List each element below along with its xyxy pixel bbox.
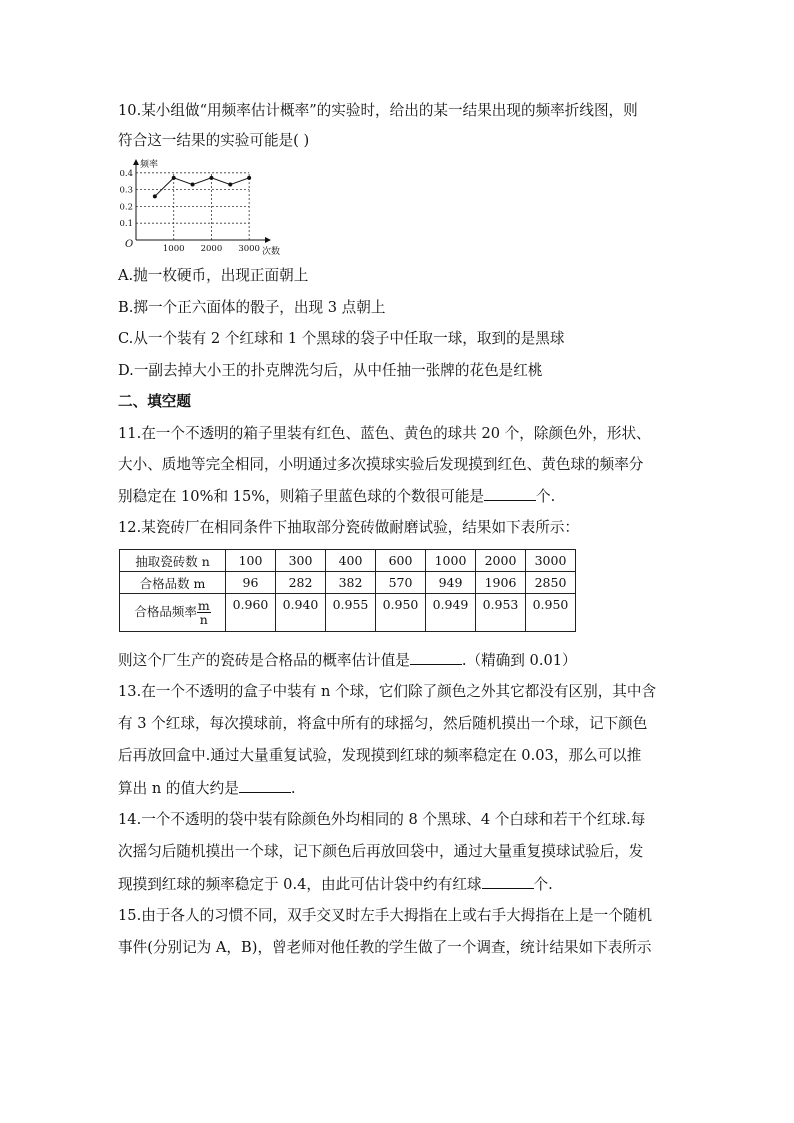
data-point [153,194,157,198]
answer-blank [239,778,291,793]
q11-line1: 11.在一个不透明的箱子里装有红色、蓝色、黄色的球共 20 个，除颜色外，形状、 [118,425,651,442]
option-c: C.从一个装有 2 个红球和 1 个黑球的袋子中任取一球，取到的是黑球 [118,330,565,347]
section-heading: 二、填空题 [118,393,191,410]
table-cell: 282 [276,572,326,594]
y-tick-label: 0.1 [119,219,133,230]
q14-line3-text: 现摸到红球的频率稳定于 0.4，由此可估计袋中约有红球 [118,876,482,893]
tile-test-table [119,549,576,632]
table-row [120,550,576,572]
fraction-m-over-n [197,599,211,626]
q14-line2: 次摇匀后随机摸出一个球，记下颜色后再放回袋中，通过大量重复摸球试验后，发 [118,843,644,860]
data-point [228,183,232,187]
fraction-numerator: m [197,598,210,613]
data-point [209,176,213,180]
y-tick-label: 0.4 [119,168,133,179]
frequency-label: 合格品频率 [134,604,197,619]
q10-line1: 10.某小组做“用频率估计概率”的实验时，给出的某一结果出现的频率折线图，则 [118,102,638,119]
y-axis-arrow [133,159,139,165]
table-cell: 0.955 [326,594,376,632]
table-cell: 300 [276,550,326,572]
y-tick-label: 0.2 [119,202,133,213]
x-axis-arrow [265,237,271,243]
table-row [120,594,576,632]
table-cell: 0.950 [526,594,576,632]
data-point [191,183,195,187]
q11-line3-tail: 个. [536,488,556,505]
table-cell: 2850 [526,572,576,594]
q13-line4 [118,778,295,799]
row-label-frequency [120,594,226,632]
table-cell: 0.950 [376,594,426,632]
q12-line1: 12.某瓷砖厂在相同条件下抽取部分瓷砖做耐磨试验，结果如下表所示： [118,519,580,536]
q12-after-text: 则这个厂生产的瓷砖是合格品的概率估计值是 [118,652,410,669]
option-d: D.一副去掉大小王的扑克牌洗匀后，从中任抽一张牌的花色是红桃 [118,362,543,379]
row-label-m: 合格品数 m [120,572,226,594]
table-cell: 382 [326,572,376,594]
x-tick-label: 1000 [162,244,185,254]
table-cell: 0.953 [476,594,526,632]
x-axis-label: 次数 [262,247,281,257]
answer-blank [410,650,462,665]
data-point [172,176,176,180]
x-tick-label: 2000 [200,244,223,254]
frequency-series-line [155,178,249,196]
table-cell: 0.949 [426,594,476,632]
q12-after-tail: .（精确到 0.01） [461,652,577,669]
q12-after [118,650,577,671]
table-cell: 949 [426,572,476,594]
option-b: B.掷一个正六面体的骰子，出现 3 点朝上 [118,299,386,316]
table-cell: 2000 [476,550,526,572]
table-cell: 0.960 [226,594,276,632]
x-tick-label: 3000 [238,244,260,254]
table-cell: 570 [376,572,426,594]
q15-line2: 事件(分别记为 A，B)，曾老师对他任教的学生做了一个调查，统计结果如下表所示 [118,939,652,956]
table-cell: 400 [326,550,376,572]
table-cell: 96 [226,572,276,594]
y-tick-label: 0.3 [119,185,133,196]
q13-line2: 有 3 个红球，每次摸球前，将盒中所有的球摇匀，然后随机摸出一个球，记下颜色 [118,715,648,732]
table-cell: 3000 [526,550,576,572]
table-cell: 100 [226,550,276,572]
answer-blank [482,874,534,889]
frequency-line-chart [116,156,288,260]
q13-line1: 13.在一个不透明的盒子中装有 n 个球，它们除了颜色之外其它都没有区别，其中含 [118,683,657,700]
fraction-denominator: n [199,612,208,627]
table-cell: 600 [376,550,426,572]
q10-line2: 符合这一结果的实验可能是( ) [118,132,310,149]
q15-line1: 15.由于各人的习惯不同，双手交叉时左手大拇指在上或右手大拇指在上是一个随机 [118,907,652,924]
q11-line3-text: 别稳定在 10%和 15%，则箱子里蓝色球的个数很可能是 [118,488,485,505]
origin-label: O [125,239,134,250]
table-cell: 1906 [476,572,526,594]
q13-line4-tail: . [290,780,296,797]
q14-line3 [118,874,553,895]
table-cell: 1000 [426,550,476,572]
q11-line3 [118,486,555,507]
y-axis-label: 频率 [140,160,159,170]
answer-blank [484,486,536,501]
q13-line4-text: 算出 n 的值大约是 [118,780,239,797]
table-row [120,572,576,594]
option-a: A.抛一枚硬币，出现正面朝上 [118,267,309,284]
q14-line1: 14.一个不透明的袋中装有除颜色外均相同的 8 个黑球、4 个白球和若干个红球.每 [118,811,646,828]
q13-line3: 后再放回盒中.通过大量重复试验，发现摸到红球的频率稳定在 0.03，那么可以推 [118,747,642,764]
data-point [247,176,251,180]
q11-line2: 大小、质地等完全相同，小明通过多次摸球实验后发现摸到红色、黄色球的频率分 [118,456,644,473]
row-label-n: 抽取瓷砖数 n [120,550,226,572]
q14-line3-tail: 个. [533,876,553,893]
table-cell: 0.940 [276,594,326,632]
